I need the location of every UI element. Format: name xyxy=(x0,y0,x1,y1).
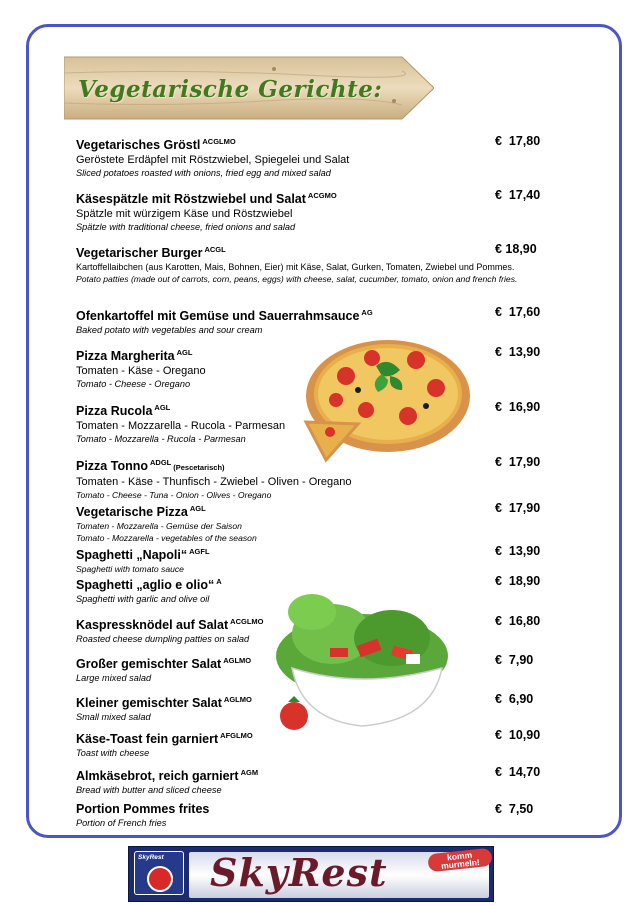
item-name: Kleiner gemischter Salat xyxy=(76,696,222,710)
allergen-codes: AGL xyxy=(154,403,171,412)
item-description-en: Small mixed salad xyxy=(76,712,151,722)
allergen-codes: AGLMO xyxy=(223,695,252,704)
logo-slogan: komm murmeln! xyxy=(427,848,493,873)
allergen-codes: A xyxy=(216,577,222,586)
item-description-en: Tomato - Cheese - Tuna - Onion - Olives - Oregano xyxy=(76,490,272,500)
allergen-codes: AG xyxy=(361,308,373,317)
item-description-en: Spätzle with traditional cheese, fried onions and salad xyxy=(76,222,296,232)
item-description-de: Tomaten - Käse - Thunfisch - Zwiebel - Oliven - Oregano xyxy=(76,476,352,488)
menu-item xyxy=(76,802,566,829)
allergen-codes: ACGLMO xyxy=(230,617,264,626)
item-price: € 17,90 xyxy=(495,455,541,469)
item-price: € 17,40 xyxy=(495,188,541,202)
menu-item xyxy=(76,188,566,233)
item-price: € 17,60 xyxy=(495,305,541,319)
item-price: € 18,90 xyxy=(495,574,541,588)
item-description-de: Tomaten - Mozzarella - Gemüse der Saison xyxy=(76,521,242,531)
item-price: € 17,80 xyxy=(495,134,541,148)
item-name: Käsespätzle mit Röstzwiebel und Salat xyxy=(76,192,306,206)
item-name: Käse-Toast fein garniert xyxy=(76,732,219,746)
item-price: € 16,80 xyxy=(495,614,541,628)
item-price: € 7,50 xyxy=(495,802,534,816)
item-name: Spaghetti „aglio e olio“ xyxy=(76,578,215,592)
item-description-de: Tomaten - Mozzarella - Rucola - Parmesan xyxy=(76,420,286,432)
allergen-codes: AFGLMO xyxy=(220,731,253,740)
section-title: Vegetarische Gerichte: xyxy=(78,76,383,103)
item-name: Ofenkartoffel mit Gemüse und Sauerrahmsauce xyxy=(76,309,360,323)
item-price: € 16,90 xyxy=(495,400,541,414)
item-description-en: Potato patties (made out of carrots, corn, peans, eggs) with cheese, salat, cucumber, tomato, onion and french fries. xyxy=(76,274,518,284)
item-description-en: Roasted cheese dumpling patties on salad xyxy=(76,634,250,644)
menu-item xyxy=(76,544,566,575)
item-description-en: Tomato - Mozzarella - vegetables of the season xyxy=(76,533,257,543)
item-price: € 13,90 xyxy=(495,345,541,359)
item-price: € 6,90 xyxy=(495,692,534,706)
logo-wordmark: SkyRest xyxy=(210,850,388,895)
allergen-codes: AGLMO xyxy=(223,656,252,665)
menu-item xyxy=(76,134,566,179)
menu-item xyxy=(76,242,566,285)
allergen-codes: AGM xyxy=(240,768,259,777)
menu-item xyxy=(76,765,566,796)
allergen-codes: ACGL xyxy=(204,245,226,254)
item-name: Pizza Tonno xyxy=(76,459,148,473)
logo-badge-icon: SkyRest xyxy=(134,851,184,895)
item-description-de: Spätzle mit würzigem Käse und Röstzwiebel xyxy=(76,208,293,220)
item-description-en: Spaghetti with tomato sauce xyxy=(76,564,184,574)
item-price: € 7,90 xyxy=(495,653,534,667)
item-price: € 17,90 xyxy=(495,501,541,515)
item-note: (Pescetarisch) xyxy=(173,463,225,472)
allergen-codes: ACGLMO xyxy=(202,137,236,146)
item-description-en: Tomato - Cheese - Oregano xyxy=(76,379,191,389)
menu-item xyxy=(76,305,566,336)
item-description-en: Tomato - Mozzarella - Rucola - Parmesan xyxy=(76,434,246,444)
item-name: Großer gemischter Salat xyxy=(76,657,222,671)
item-name: Portion Pommes frites xyxy=(76,802,210,816)
allergen-codes: AGFL xyxy=(189,547,210,556)
item-description-en: Sliced potatoes roasted with onions, fried egg and mixed salad xyxy=(76,168,331,178)
item-price: € 18,90 xyxy=(495,242,537,256)
item-name: Vegetarisches Gröstl xyxy=(76,138,201,152)
allergen-codes: ACGMO xyxy=(307,191,337,200)
item-description-en: Spaghetti with garlic and olive oil xyxy=(76,594,210,604)
item-description-de: Kartoffellaibchen (aus Karotten, Mais, Bohnen, Eier) mit Käse, Salat, Gurken, Tomaten, Zwiebel und Pommes. xyxy=(76,262,515,272)
item-price: € 10,90 xyxy=(495,728,541,742)
item-name: Kaspressknödel auf Salat xyxy=(76,618,229,632)
allergen-codes: AGL xyxy=(176,348,193,357)
item-description-en: Bread with butter and sliced cheese xyxy=(76,785,222,795)
item-name: Almkäsebrot, reich garniert xyxy=(76,769,239,783)
item-name: Vegetarischer Burger xyxy=(76,246,203,260)
pizza-image xyxy=(296,336,474,464)
item-description-en: Portion of French fries xyxy=(76,818,167,828)
item-description-en: Toast with cheese xyxy=(76,748,150,758)
item-name: Pizza Margherita xyxy=(76,349,175,363)
item-description-de: Geröstete Erdäpfel mit Röstzwiebel, Spiegelei und Salat xyxy=(76,154,350,166)
item-name: Spaghetti „Napoli“ xyxy=(76,548,188,562)
item-description-de: Tomaten - Käse - Oregano xyxy=(76,365,206,377)
item-price: € 14,70 xyxy=(495,765,541,779)
allergen-codes: ADGL xyxy=(150,458,172,467)
item-price: € 13,90 xyxy=(495,544,541,558)
allergen-codes: AGL xyxy=(189,504,206,513)
salad-bowl-image xyxy=(262,590,452,750)
menu-item xyxy=(76,501,566,544)
item-name: Pizza Rucola xyxy=(76,404,153,418)
item-description-en: Baked potato with vegetables and sour cream xyxy=(76,325,263,335)
item-name: Vegetarische Pizza xyxy=(76,505,188,519)
item-description-en: Large mixed salad xyxy=(76,673,152,683)
